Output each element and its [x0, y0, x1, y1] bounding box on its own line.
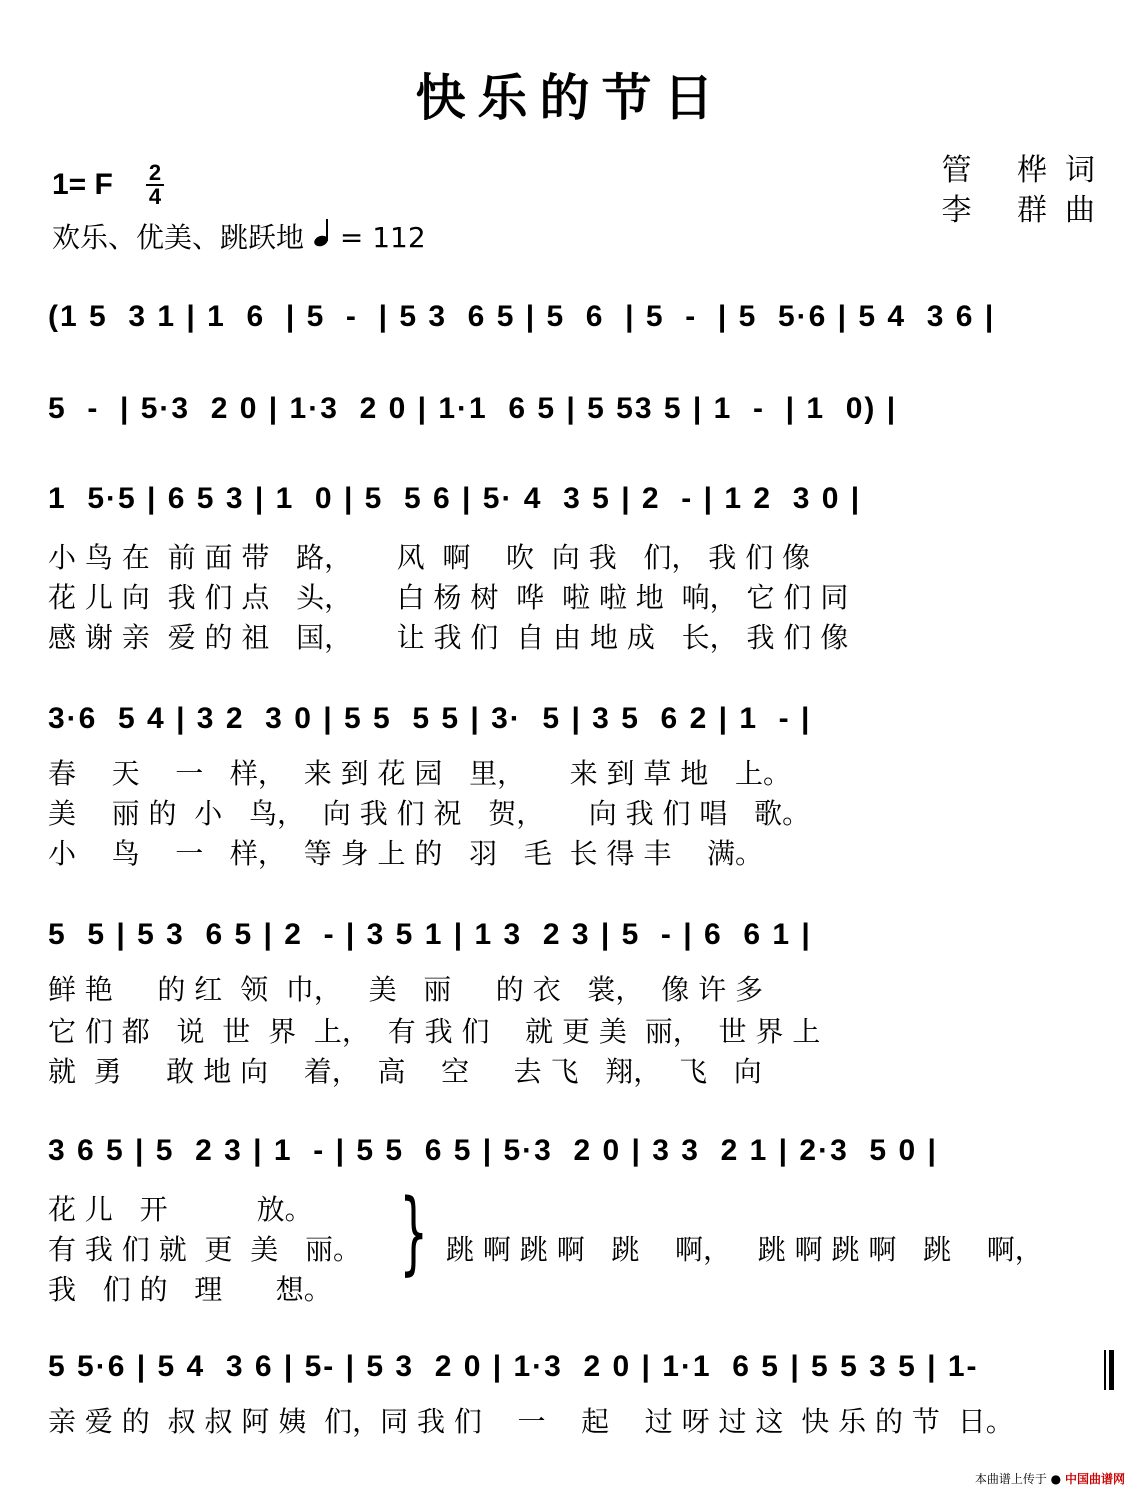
system-4-notes: 3·6 5 4 | 3 2 3 0 | 5 5 5 5 | 3· 5 | 3 5 6 2 | 1 - | [48, 702, 812, 735]
system-5-lyric-verse-3: 就 勇 敢 地 向 着， 高 空 去 飞 翔， 飞 向 [48, 1055, 762, 1088]
system-7-lyric: 亲 爱 的 叔 叔 阿 姨 们，同 我 们 一 起 过 呀 过 这 快 乐 的 节 日。 [48, 1405, 1014, 1438]
meter-top: 2 [148, 160, 162, 185]
time-signature [146, 162, 164, 208]
verse-brace: } [399, 1180, 428, 1285]
system-3-lyric-verse-1: 小 鸟 在 前 面 带 路， 风 啊 吹 向 我 们， 我 们 像 [48, 541, 811, 574]
system-6-lyric-verse-1: 花 儿 开 放。 [48, 1193, 313, 1226]
system-4-lyric-verse-2: 美 丽 的 小 鸟， 向 我 们 祝 贺， 向 我 们 唱 歌。 [48, 797, 811, 830]
tempo-expression: 欢乐、优美、跳跃地 [52, 221, 305, 254]
meter-bottom: 4 [148, 184, 162, 209]
quarter-note-icon [313, 217, 331, 254]
system-3-lyric-verse-3: 感 谢 亲 爱 的 祖 国， 让 我 们 自 由 地 成 长， 我 们 像 [48, 621, 849, 654]
footer-brand: 中国曲谱网 [1064, 1472, 1125, 1486]
tempo-bpm: = 112 [339, 221, 426, 254]
footer-logo-icon: ● [1050, 1472, 1062, 1486]
system-5-lyric-verse-2: 它 们 都 说 世 界 上， 有 我 们 就 更 美 丽， 世 界 上 [48, 1015, 821, 1048]
composer-credit: 李 群曲 [941, 193, 1113, 228]
system-6-lyric-verse-3: 我 们 的 理 想。 [48, 1273, 332, 1306]
key-signature: 1= F [52, 168, 113, 201]
system-3-lyric-verse-2: 花 儿 向 我 们 点 头， 白 杨 树 哗 啦 啦 地 响， 它 们 同 [48, 581, 849, 614]
tempo-marking [52, 216, 426, 256]
chorus-lyric: 跳 啊 跳 啊 跳 啊， 跳 啊 跳 啊 跳 啊， [446, 1233, 1043, 1266]
system-4-lyric-verse-3: 小 鸟 一 样， 等 身 上 的 羽 毛 长 得 丰 满。 [48, 837, 764, 870]
system-3-notes: 1 5·5 | 6 5 3 | 1 0 | 5 5 6 | 5· 4 3 5 | 2 - | 1 2 3 0 | [48, 482, 862, 515]
lyricist-credit: 管 桦词 [941, 153, 1113, 188]
system-4-lyric-verse-1: 春 天 一 样， 来 到 花 园 里， 来 到 草 地 上。 [48, 757, 792, 790]
footer-prefix: 本曲谱上传于 [974, 1472, 1047, 1486]
system-2-notes: 5 - | 5·3 2 0 | 1·3 2 0 | 1·1 6 5 | 5 53 5 | 1 - | 1 0) | [48, 392, 898, 425]
system-5-notes: 5 5 | 5 3 6 5 | 2 - | 3 5 1 | 1 3 2 3 | 5 - | 6 6 1 | [48, 918, 812, 951]
system-5-lyric-verse-1: 鲜 艳 的 红 领 巾， 美 丽 的 衣 裳， 像 许 多 [48, 973, 764, 1006]
system-6-notes: 3 6 5 | 5 2 3 | 1 - | 5 5 6 5 | 5·3 2 0 | 3 3 2 1 | 2·3 5 0 | [48, 1134, 938, 1167]
system-6-lyric-verse-2: 有 我 们 就 更 美 丽。 [48, 1233, 362, 1266]
system-7-notes: 5 5·6 | 5 4 3 6 | 5- | 5 3 2 0 | 1·3 2 0 | 1·1 6 5 | 5 5 3 5 | 1- [48, 1350, 989, 1383]
system-1-notes: (1 5 3 1 | 1 6 | 5 - | 5 3 6 5 | 5 6 | 5 - | 5 5·6 | 5 4 3 6 | [48, 300, 996, 333]
footer-credit [975, 1470, 1125, 1487]
final-barline [1104, 1350, 1114, 1390]
song-title: 快乐的节日 [415, 69, 726, 127]
